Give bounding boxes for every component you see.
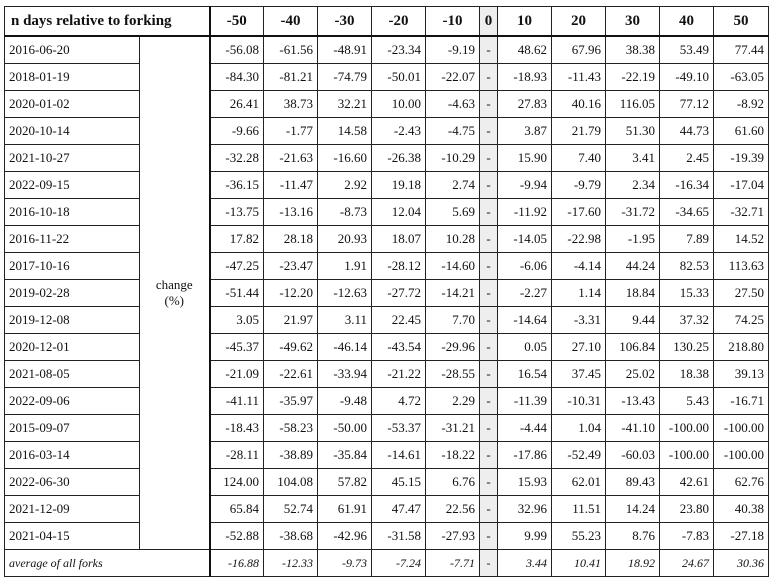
value-cell: 18.38 — [660, 361, 714, 388]
average-value-cell: 18.92 — [606, 550, 660, 577]
value-cell: 27.50 — [714, 280, 769, 307]
zero-cell: - — [480, 226, 498, 253]
table-row — [5, 334, 769, 361]
row-date: 2016-03-14 — [5, 442, 140, 469]
table-row — [5, 496, 769, 523]
value-cell: 2.29 — [426, 388, 480, 415]
table-row — [5, 91, 769, 118]
value-cell: 2.34 — [606, 172, 660, 199]
value-cell: -26.38 — [372, 145, 426, 172]
value-cell: -60.03 — [606, 442, 660, 469]
column-header: 50 — [714, 7, 769, 37]
value-cell: -22.61 — [264, 361, 318, 388]
zero-cell: - — [480, 64, 498, 91]
value-cell: 12.04 — [372, 199, 426, 226]
value-cell: -38.68 — [264, 523, 318, 550]
value-cell: -21.22 — [372, 361, 426, 388]
value-cell: -28.11 — [210, 442, 264, 469]
table-row — [5, 307, 769, 334]
value-cell: 124.00 — [210, 469, 264, 496]
value-cell: -28.55 — [426, 361, 480, 388]
average-value-cell: -7.71 — [426, 550, 480, 577]
value-cell: 61.91 — [318, 496, 372, 523]
value-cell: 15.33 — [660, 280, 714, 307]
row-date: 2018-01-19 — [5, 64, 140, 91]
value-cell: 27.83 — [498, 91, 552, 118]
column-header: -30 — [318, 7, 372, 37]
value-cell: 116.05 — [606, 91, 660, 118]
value-cell: -11.43 — [552, 64, 606, 91]
average-row — [5, 550, 769, 577]
value-cell: -10.29 — [426, 145, 480, 172]
table-row — [5, 253, 769, 280]
value-cell: -36.15 — [210, 172, 264, 199]
value-cell: -100.00 — [714, 442, 769, 469]
value-cell: 2.74 — [426, 172, 480, 199]
value-cell: -14.21 — [426, 280, 480, 307]
value-cell: -28.12 — [372, 253, 426, 280]
value-cell: 47.47 — [372, 496, 426, 523]
value-cell: 10.28 — [426, 226, 480, 253]
value-cell: -18.22 — [426, 442, 480, 469]
value-cell: 65.84 — [210, 496, 264, 523]
value-cell: 89.43 — [606, 469, 660, 496]
row-date: 2019-02-28 — [5, 280, 140, 307]
value-cell: -1.95 — [606, 226, 660, 253]
value-cell: -6.06 — [498, 253, 552, 280]
value-cell: -11.47 — [264, 172, 318, 199]
table-row — [5, 523, 769, 550]
value-cell: -31.21 — [426, 415, 480, 442]
value-cell: -52.49 — [552, 442, 606, 469]
value-cell: 14.58 — [318, 118, 372, 145]
value-cell: 51.30 — [606, 118, 660, 145]
zero-cell: - — [480, 199, 498, 226]
value-cell: -4.14 — [552, 253, 606, 280]
value-cell: 3.11 — [318, 307, 372, 334]
metric-label-line1: change — [155, 277, 193, 292]
value-cell: -12.20 — [264, 280, 318, 307]
value-cell: 5.43 — [660, 388, 714, 415]
value-cell: -100.00 — [714, 415, 769, 442]
table-row — [5, 118, 769, 145]
table-row — [5, 64, 769, 91]
value-cell: -17.86 — [498, 442, 552, 469]
column-header: 10 — [498, 7, 552, 37]
value-cell: -11.39 — [498, 388, 552, 415]
value-cell: 77.12 — [660, 91, 714, 118]
table-row — [5, 172, 769, 199]
value-cell: 5.69 — [426, 199, 480, 226]
value-cell: 1.04 — [552, 415, 606, 442]
value-cell: 28.18 — [264, 226, 318, 253]
value-cell: 130.25 — [660, 334, 714, 361]
column-header: 40 — [660, 7, 714, 37]
value-cell: -3.31 — [552, 307, 606, 334]
value-cell: -4.63 — [426, 91, 480, 118]
value-cell: 23.80 — [660, 496, 714, 523]
table-row — [5, 361, 769, 388]
value-cell: -9.19 — [426, 36, 480, 64]
zero-cell: - — [480, 307, 498, 334]
value-cell: -49.62 — [264, 334, 318, 361]
zero-cell: - — [480, 361, 498, 388]
value-cell: -31.72 — [606, 199, 660, 226]
table-container — [4, 6, 769, 577]
value-cell: -51.44 — [210, 280, 264, 307]
table-row — [5, 226, 769, 253]
value-cell: -23.47 — [264, 253, 318, 280]
row-date: 2016-06-20 — [5, 36, 140, 64]
value-cell: -9.48 — [318, 388, 372, 415]
row-date: 2021-10-27 — [5, 145, 140, 172]
value-cell: -14.60 — [426, 253, 480, 280]
value-cell: 9.44 — [606, 307, 660, 334]
value-cell: -52.88 — [210, 523, 264, 550]
value-cell: 3.87 — [498, 118, 552, 145]
value-cell: -16.71 — [714, 388, 769, 415]
value-cell: -9.66 — [210, 118, 264, 145]
average-value-cell: 10.41 — [552, 550, 606, 577]
value-cell: 218.80 — [714, 334, 769, 361]
value-cell: 17.82 — [210, 226, 264, 253]
value-cell: 113.63 — [714, 253, 769, 280]
column-header: 30 — [606, 7, 660, 37]
column-header: 20 — [552, 7, 606, 37]
row-date: 2016-11-22 — [5, 226, 140, 253]
value-cell: -17.04 — [714, 172, 769, 199]
value-cell: -14.05 — [498, 226, 552, 253]
value-cell: -22.07 — [426, 64, 480, 91]
zero-cell: - — [480, 550, 498, 577]
value-cell: -11.92 — [498, 199, 552, 226]
value-cell: 104.08 — [264, 469, 318, 496]
column-header: -40 — [264, 7, 318, 37]
average-value-cell: 30.36 — [714, 550, 769, 577]
value-cell: 11.51 — [552, 496, 606, 523]
table-row — [5, 469, 769, 496]
value-cell: -35.84 — [318, 442, 372, 469]
row-date: 2022-06-30 — [5, 469, 140, 496]
value-cell: -2.43 — [372, 118, 426, 145]
value-cell: 57.82 — [318, 469, 372, 496]
value-cell: -81.21 — [264, 64, 318, 91]
value-cell: 1.91 — [318, 253, 372, 280]
average-value-cell: -12.33 — [264, 550, 318, 577]
value-cell: -13.16 — [264, 199, 318, 226]
zero-cell: - — [480, 36, 498, 64]
value-cell: 3.05 — [210, 307, 264, 334]
value-cell: -32.71 — [714, 199, 769, 226]
value-cell: -50.01 — [372, 64, 426, 91]
row-date: 2020-12-01 — [5, 334, 140, 361]
value-cell: -49.10 — [660, 64, 714, 91]
table-body — [5, 36, 769, 577]
value-cell: -47.25 — [210, 253, 264, 280]
average-value-cell: 24.67 — [660, 550, 714, 577]
value-cell: 7.70 — [426, 307, 480, 334]
value-cell: 40.38 — [714, 496, 769, 523]
average-value-cell: -9.73 — [318, 550, 372, 577]
value-cell: -7.83 — [660, 523, 714, 550]
row-date: 2022-09-15 — [5, 172, 140, 199]
value-cell: 52.74 — [264, 496, 318, 523]
header-row — [5, 7, 769, 37]
value-cell: 82.53 — [660, 253, 714, 280]
value-cell: 16.54 — [498, 361, 552, 388]
value-cell: -41.10 — [606, 415, 660, 442]
value-cell: 48.62 — [498, 36, 552, 64]
value-cell: 53.49 — [660, 36, 714, 64]
value-cell: -4.44 — [498, 415, 552, 442]
value-cell: -27.93 — [426, 523, 480, 550]
value-cell: 1.14 — [552, 280, 606, 307]
value-cell: 20.93 — [318, 226, 372, 253]
table-row — [5, 36, 769, 64]
table-row — [5, 442, 769, 469]
zero-cell: - — [480, 388, 498, 415]
value-cell: 39.13 — [714, 361, 769, 388]
column-header: -50 — [210, 7, 264, 37]
value-cell: -16.34 — [660, 172, 714, 199]
value-cell: -8.73 — [318, 199, 372, 226]
value-cell: 21.97 — [264, 307, 318, 334]
average-value-cell: -7.24 — [372, 550, 426, 577]
value-cell: 14.52 — [714, 226, 769, 253]
value-cell: 62.76 — [714, 469, 769, 496]
average-label: average of all forks — [5, 550, 210, 577]
value-cell: 15.93 — [498, 469, 552, 496]
value-cell: -84.30 — [210, 64, 264, 91]
value-cell: 40.16 — [552, 91, 606, 118]
value-cell: -58.23 — [264, 415, 318, 442]
value-cell: -33.94 — [318, 361, 372, 388]
value-cell: 38.38 — [606, 36, 660, 64]
value-cell: -45.37 — [210, 334, 264, 361]
value-cell: -9.79 — [552, 172, 606, 199]
zero-cell: - — [480, 415, 498, 442]
value-cell: 4.72 — [372, 388, 426, 415]
value-cell: -16.60 — [318, 145, 372, 172]
value-cell: -46.14 — [318, 334, 372, 361]
value-cell: -17.60 — [552, 199, 606, 226]
value-cell: -27.72 — [372, 280, 426, 307]
value-cell: -74.79 — [318, 64, 372, 91]
zero-cell: - — [480, 523, 498, 550]
value-cell: 18.07 — [372, 226, 426, 253]
value-cell: 0.05 — [498, 334, 552, 361]
row-date: 2020-01-02 — [5, 91, 140, 118]
value-cell: -19.39 — [714, 145, 769, 172]
zero-cell: - — [480, 280, 498, 307]
value-cell: -38.89 — [264, 442, 318, 469]
value-cell: -23.34 — [372, 36, 426, 64]
header-label: n days relative to forking — [5, 7, 210, 37]
table-row — [5, 145, 769, 172]
value-cell: 61.60 — [714, 118, 769, 145]
fork-change-table — [4, 6, 769, 577]
column-header: 0 — [480, 7, 498, 37]
table-row — [5, 415, 769, 442]
value-cell: -48.91 — [318, 36, 372, 64]
value-cell: 32.96 — [498, 496, 552, 523]
value-cell: -14.61 — [372, 442, 426, 469]
zero-cell: - — [480, 469, 498, 496]
zero-cell: - — [480, 496, 498, 523]
value-cell: -35.97 — [264, 388, 318, 415]
value-cell: 42.61 — [660, 469, 714, 496]
value-cell: 32.21 — [318, 91, 372, 118]
value-cell: 74.25 — [714, 307, 769, 334]
value-cell: 2.45 — [660, 145, 714, 172]
value-cell: 7.40 — [552, 145, 606, 172]
row-date: 2019-12-08 — [5, 307, 140, 334]
value-cell: 14.24 — [606, 496, 660, 523]
zero-cell: - — [480, 253, 498, 280]
value-cell: 38.73 — [264, 91, 318, 118]
value-cell: -9.94 — [498, 172, 552, 199]
row-date: 2016-10-18 — [5, 199, 140, 226]
value-cell: 25.02 — [606, 361, 660, 388]
value-cell: 19.18 — [372, 172, 426, 199]
value-cell: -22.19 — [606, 64, 660, 91]
value-cell: 45.15 — [372, 469, 426, 496]
value-cell: 9.99 — [498, 523, 552, 550]
value-cell: -21.63 — [264, 145, 318, 172]
value-cell: -53.37 — [372, 415, 426, 442]
zero-cell: - — [480, 118, 498, 145]
value-cell: -41.11 — [210, 388, 264, 415]
value-cell: -4.75 — [426, 118, 480, 145]
value-cell: 22.45 — [372, 307, 426, 334]
value-cell: -13.75 — [210, 199, 264, 226]
value-cell: 3.41 — [606, 145, 660, 172]
value-cell: -2.27 — [498, 280, 552, 307]
value-cell: -27.18 — [714, 523, 769, 550]
zero-cell: - — [480, 334, 498, 361]
value-cell: -63.05 — [714, 64, 769, 91]
table-row — [5, 199, 769, 226]
value-cell: 27.10 — [552, 334, 606, 361]
value-cell: 37.45 — [552, 361, 606, 388]
row-date: 2021-04-15 — [5, 523, 140, 550]
value-cell: -56.08 — [210, 36, 264, 64]
metric-label-line2: (%) — [164, 293, 184, 308]
zero-cell: - — [480, 172, 498, 199]
value-cell: -31.58 — [372, 523, 426, 550]
value-cell: -12.63 — [318, 280, 372, 307]
value-cell: 21.79 — [552, 118, 606, 145]
average-value-cell: 3.44 — [498, 550, 552, 577]
value-cell: 44.73 — [660, 118, 714, 145]
value-cell: 55.23 — [552, 523, 606, 550]
value-cell: 37.32 — [660, 307, 714, 334]
zero-cell: - — [480, 442, 498, 469]
value-cell: 7.89 — [660, 226, 714, 253]
value-cell: -8.92 — [714, 91, 769, 118]
value-cell: -1.77 — [264, 118, 318, 145]
value-cell: 2.92 — [318, 172, 372, 199]
value-cell: -50.00 — [318, 415, 372, 442]
row-date: 2022-09-06 — [5, 388, 140, 415]
zero-cell: - — [480, 91, 498, 118]
value-cell: 77.44 — [714, 36, 769, 64]
row-date: 2017-10-16 — [5, 253, 140, 280]
metric-label — [140, 36, 210, 550]
value-cell: -43.54 — [372, 334, 426, 361]
value-cell: -10.31 — [552, 388, 606, 415]
column-header: -20 — [372, 7, 426, 37]
value-cell: 10.00 — [372, 91, 426, 118]
value-cell: 22.56 — [426, 496, 480, 523]
row-date: 2021-12-09 — [5, 496, 140, 523]
column-header: -10 — [426, 7, 480, 37]
average-value-cell: -16.88 — [210, 550, 264, 577]
value-cell: -34.65 — [660, 199, 714, 226]
value-cell: 62.01 — [552, 469, 606, 496]
table-row — [5, 280, 769, 307]
value-cell: -100.00 — [660, 415, 714, 442]
value-cell: 8.76 — [606, 523, 660, 550]
value-cell: -32.28 — [210, 145, 264, 172]
row-date: 2021-08-05 — [5, 361, 140, 388]
value-cell: -29.96 — [426, 334, 480, 361]
value-cell: 26.41 — [210, 91, 264, 118]
value-cell: -42.96 — [318, 523, 372, 550]
value-cell: -18.43 — [210, 415, 264, 442]
value-cell: 44.24 — [606, 253, 660, 280]
zero-cell: - — [480, 145, 498, 172]
value-cell: -14.64 — [498, 307, 552, 334]
value-cell: 18.84 — [606, 280, 660, 307]
value-cell: 15.90 — [498, 145, 552, 172]
value-cell: -100.00 — [660, 442, 714, 469]
value-cell: -21.09 — [210, 361, 264, 388]
table-row — [5, 388, 769, 415]
value-cell: -22.98 — [552, 226, 606, 253]
row-date: 2015-09-07 — [5, 415, 140, 442]
row-date: 2020-10-14 — [5, 118, 140, 145]
value-cell: 6.76 — [426, 469, 480, 496]
value-cell: -18.93 — [498, 64, 552, 91]
value-cell: 106.84 — [606, 334, 660, 361]
value-cell: 67.96 — [552, 36, 606, 64]
value-cell: -61.56 — [264, 36, 318, 64]
value-cell: -13.43 — [606, 388, 660, 415]
